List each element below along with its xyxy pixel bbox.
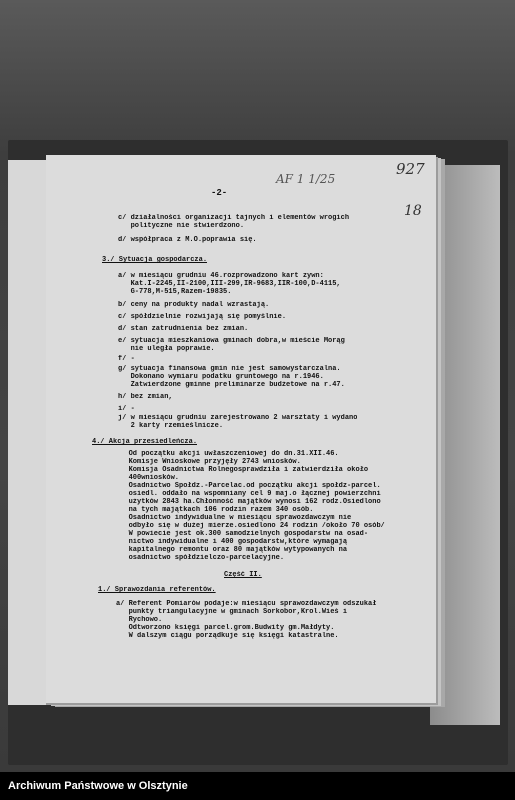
text-line: i/ -	[118, 405, 135, 413]
text-line: Osadnictwo indywidualne w miesiącu sprawozdawczym nie	[116, 514, 352, 522]
text-line: Zatwierdzone gminne preliminarze budżetowe na r.47.	[118, 381, 345, 389]
text-line: punkty triangulacyjne w gminach Sorkobor,Krol.Wieś i	[116, 608, 348, 616]
text-line: Komisja Osadnictwa Rolnegosprawdziła i zatwierdziła około	[116, 466, 369, 474]
text-line: 400wniosków.	[116, 474, 180, 482]
text-line: Odtworzono księgi parcel.grom.Budwity gm.Małdyty.	[116, 624, 335, 632]
text-line: b/ ceny na produkty nadal wzrastają.	[118, 301, 270, 309]
text-line: c/ działalności organizacji tajnych i elementów wrogich	[118, 214, 350, 222]
text-line: d/ stan zatrudnienia bez zmian.	[118, 325, 249, 333]
text-line: osiedl. oddało na wspomniany cel 9 maj.o łącznej powierzchni	[116, 490, 381, 498]
text-line: nictwo indywidualne i 400 gospodarstw,które wymagają	[116, 538, 348, 546]
text-line: osadnictwo spółdzielczo-parcelacyjne.	[116, 554, 285, 562]
text-line: a/ Referent Pomiarów podaje:w miesiącu sprawozdawczym odszukał	[116, 600, 377, 608]
text-line: na tych majątkach 106 rodzin razem 340 osób.	[116, 506, 314, 514]
text-line: 2 karty rzemieślnicze.	[118, 422, 224, 430]
text-line: g/ sytuacja finansowa gmin nie jest samowystarczalna.	[118, 365, 341, 373]
text-line: j/ w miesiącu grudniu zarejestrowano 2 warsztaty i wydano	[118, 414, 358, 422]
text-line: Osadnictwo Społdz.-Parcelac.od początku akcji społdz-parcel.	[116, 482, 381, 490]
text-line: Od początku akcji uwłaszczeniowej do dn.31.XII.46.	[116, 450, 339, 458]
page-number: -2-	[211, 189, 228, 198]
text-line: c/ spółdzielnie rozwijają się pomyślnie.	[118, 313, 287, 321]
section-heading: 3./ Sytuacja gospodarcza.	[102, 256, 208, 264]
text-line: f/ -	[118, 355, 135, 363]
archive-footer: Archiwum Państwowe w Olsztynie	[0, 772, 515, 800]
part-heading: Część II.	[224, 571, 262, 579]
text-line: polityczne nie stwierdzono.	[118, 222, 245, 230]
scribble-annotation: AF 1 1/25	[276, 172, 336, 186]
text-line: Dokonano wymiaru podatku gruntowego na r.1946.	[118, 373, 324, 381]
text-line: h/ bez zmian,	[118, 393, 173, 401]
text-line: Komisje Wnioskowe przyjęły 2743 wniosków.	[116, 458, 301, 466]
section-heading: 4./ Akcja przesiedleńcza.	[92, 438, 198, 446]
section-heading: 1./ Sprawozdania referentów.	[98, 586, 216, 594]
text-line: W powiecie jest ok.300 samodzielnych gospodarstw na osad-	[116, 530, 369, 538]
text-line: użytków 2843 ha.Chłonność majątków wynosi 162 rodz.Osiedlono	[116, 498, 381, 506]
left-page-edge	[8, 160, 48, 705]
text-line: d/ współpraca z M.O.poprawia się.	[118, 236, 257, 244]
text-line: kapitalnego remontu oraz 80 majątków wytypowanych na	[116, 546, 348, 554]
text-line: G-778,M-515,Razem-19835.	[118, 288, 232, 296]
text-line: e/ sytuacja mieszkaniowa gminach dobra,w mieście Morąg	[118, 337, 345, 345]
text-line: W dalszym ciągu porządkuje się księgi katastralne.	[116, 632, 339, 640]
text-line: Rychowo.	[116, 616, 163, 624]
text-line: odbyło się w dużej mierze.osiedlono 24 rodzin /około 70 osób/	[116, 522, 385, 530]
text-line: nie uległa poprawie.	[118, 345, 215, 353]
text-line: a/ w miesiącu grudniu 46.rozprowadzono kart zywn:	[118, 272, 324, 280]
handwritten-page-number: 18	[404, 203, 422, 219]
underlying-pages	[430, 165, 500, 725]
document-page	[46, 155, 436, 703]
text-line: Kat.I-2245,II-2100,III-299,IR-9683,IIR-100,D-4115,	[118, 280, 341, 288]
folio-number: 927	[396, 160, 425, 178]
